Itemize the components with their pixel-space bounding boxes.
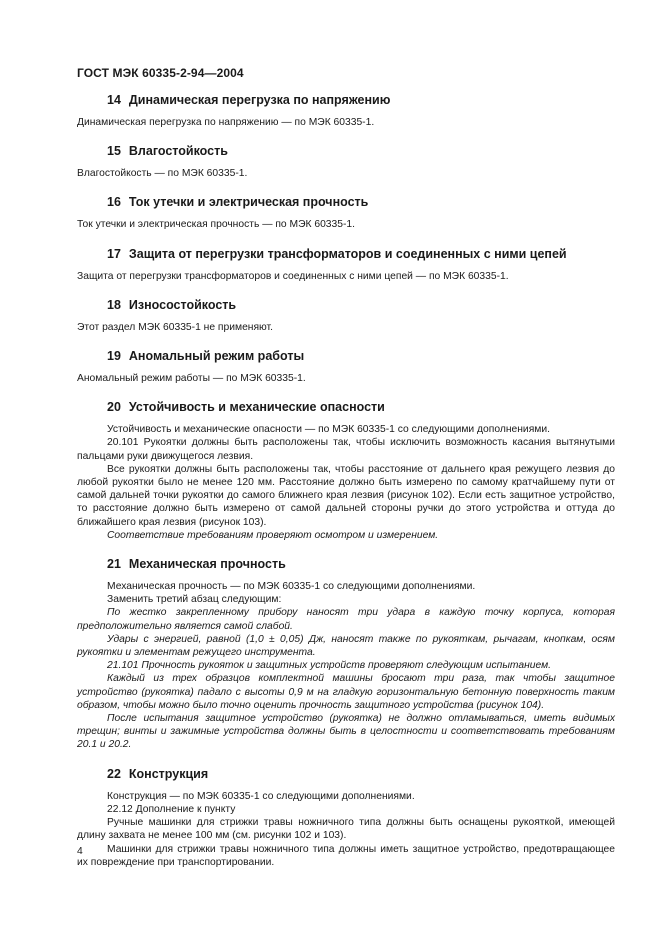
section-title: 18 Износостойкость: [107, 297, 237, 312]
paragraph: Машинки для стрижки травы ножничного типа должны иметь защитное устройство, предотвращающее их повреждение при транспортировании.: [77, 843, 615, 868]
section-14: [77, 92, 615, 129]
section-20: [77, 399, 615, 542]
paragraph: Каждый из трех образцов комплектной машины бросают три раза, так чтобы защитное устройство (рукоятка) падало с высоты 0,9 м на гладкую горизонтальную бетонную поверхность таким образом, чтобы можно было точно оценить прочность защитного устройства (рисунок 104).: [77, 673, 615, 711]
section-15: [77, 143, 615, 180]
section-title: 19 Аномальный режим работы: [107, 349, 305, 364]
paragraph: Влагостойкость — по МЭК 60335-1.: [77, 168, 248, 180]
section-title: 22 Конструкция: [107, 766, 209, 781]
document-code-header: ГОСТ МЭК 60335-2-94—2004: [77, 66, 244, 80]
section-18: [77, 297, 615, 334]
section-title: 21 Механическая прочность: [107, 557, 286, 572]
paragraph: 22.12 Дополнение к пункту: [107, 803, 236, 815]
section-19: [77, 348, 615, 385]
paragraph: Динамическая перегрузка по напряжению — по МЭК 60335-1.: [77, 117, 375, 128]
section-21: [77, 556, 615, 752]
section-title: 20 Устойчивость и механические опасности: [107, 400, 385, 415]
section-title: 16 Ток утечки и электрическая прочность: [107, 195, 369, 210]
paragraph: Ручные машинки для стрижки травы ножничного типа должны быть оснащены рукояткой, имеющей длину захвата не менее 100 мм (см. рисунки 102 и 103).: [77, 817, 615, 842]
paragraph: Устойчивость и механические опасности — по МЭК 60335-1 со следующими дополнениями.: [107, 424, 550, 436]
paragraph: Ток утечки и электрическая прочность — по МЭК 60335-1.: [77, 219, 355, 231]
paragraph: Защита от перегрузки трансформаторов и соединенных с ними цепей — по МЭК 60335-1.: [77, 270, 509, 282]
paragraph: Заменить третий абзац следующим:: [107, 594, 282, 606]
paragraph: Удары с энергией, равной (1,0 ± 0,05) Дж, наносят также по рукояткам, рычагам, кнопкам, осям рукоятки и элементам режущего инструмента.: [77, 633, 615, 659]
section-16: [77, 194, 615, 231]
paragraph: Аномальный режим работы — по МЭК 60335-1.: [77, 373, 306, 385]
paragraph: Все рукоятки должны быть расположены так, чтобы расстояние от дальнего края режущего лезвия до любой рукоятки было не менее 120 мм. Расстояние должно быть измерено по самому кратчайшему пути от самой дальней точки рукоятки до самого ближнего края лезвия (рисунок 102). Если есть защитное устройство, то расстояние должно быть измерено от самой дальней стороны ручки до этого устройства и оттуда до ближайшего края лезвия (рисунок 103).: [77, 463, 615, 528]
page-number: 4: [77, 846, 83, 857]
section-17: [77, 246, 615, 283]
paragraph: По жестко закрепленному прибору наносят три удара в каждую точку корпуса, которая предположительно является самой слабой.: [77, 607, 615, 632]
section-22: [77, 766, 615, 869]
paragraph: Конструкция — по МЭК 60335-1 со следующими дополнениями.: [107, 790, 415, 802]
paragraph: Этот раздел МЭК 60335-1 не применяют.: [77, 321, 273, 333]
paragraph: 20.101 Рукоятки должны быть расположены так, чтобы исключить возможность касания вытянутыми пальцами руки движущегося лезвия.: [77, 437, 615, 462]
section-title: 15 Влагостойкость: [107, 144, 228, 159]
section-title: 14 Динамическая перегрузка по напряжению: [107, 93, 391, 107]
paragraph: 21.101 Прочность рукояток и защитных устройств проверяют следующим испытанием.: [107, 660, 552, 672]
document-body: [77, 92, 615, 869]
paragraph: Механическая прочность — по МЭК 60335-1 со следующими дополнениями.: [107, 581, 476, 593]
section-title: 17 Защита от перегрузки трансформаторов и соединенных с ними цепей: [107, 246, 567, 261]
paragraph: Соответствие требованиям проверяют осмотром и измерением.: [107, 529, 439, 541]
paragraph: После испытания защитное устройство (рукоятка) не должно отламываться, иметь видимых трещин; винты и зажимные устройства должны быть в целостности и соответствовать требованиям 20.1 и 20.2.: [77, 713, 615, 751]
